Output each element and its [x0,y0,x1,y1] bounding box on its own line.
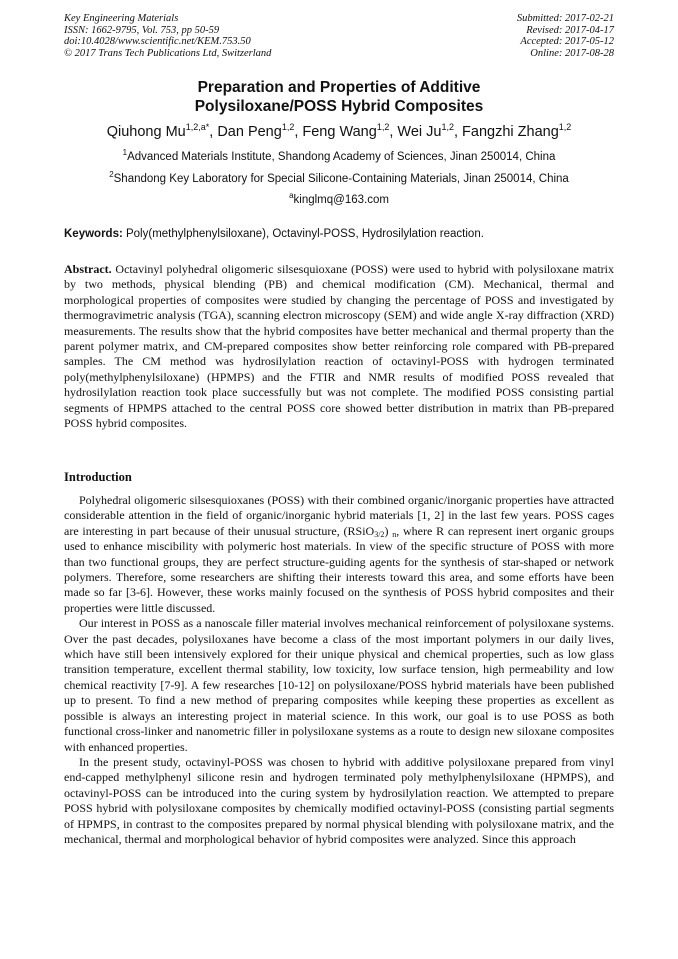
online-date: Online: 2017-08-28 [530,47,614,59]
affiliation-mark: 2 [109,170,114,179]
author-separator: , [453,124,463,140]
author-separator: , [294,124,303,140]
affiliation-text: Advanced Materials Institute, Shandong Academy of Sciences, Jinan 250014, China [127,151,556,163]
author-name: Wei Ju [397,124,442,140]
author-name: Dan Peng [217,124,282,140]
formula-subscript: 3/2 [374,529,385,539]
abstract-text: Octavinyl polyhedral oligomeric silsesquioxane (POSS) were used to hybrid with polysiloxane matrix by two methods, physical blending (PB) and chemical modification (CM). Mechanical, thermal and morphological properties of composites were studied by changing the percentage of POSS and investigated by thermogravimetric analysis (TGA), scanning electron microscopy (SEM) and wide angle X-ray diffraction (XRD) measurements. The results show that the hybrid composites have better mechanical and thermal property than the parent polymer matrix, and CM-prepared composites show better reinforcing role compared with PB-prepared samples. The CM method was hydrosilylation reaction of octavinyl-POSS with hydrogen terminated poly(methylphenylsiloxane) (HPMPS) and the FTIR and NMR results of modified POSS revealed that hydrosilylation reaction took place successfully but was not complete. The modified POSS consisting partial segments of HPMPS attached to the central POSS core showed better distribution in matrix than PB-prepared POSS hybrid composites. [64,262,614,431]
author-list [64,122,614,142]
author-separator: , [209,124,218,140]
introduction-body [64,493,614,847]
author-affiliation-mark: 1,2 [441,122,454,132]
paragraph-text: , where R can represent inert organic groups used to enhance miscibility with polymeric host materials. In view of the specific structure of POSS with more than two functional groups, they are perfect structure-guiding agents for the synthesis of star-shaped or network polymers. Therefore, some researchers are shifting their interests toward this area, and some efforts have been made so far [3-6]. However, these works mainly focused on the synthesis of POSS hybrid composites and their properties were little discussed. [64,523,614,615]
publication-dates [517,13,614,59]
submitted-date: Submitted: 2017-02-21 [516,13,614,24]
paper-title [64,78,614,116]
affiliation-mark: 1 [122,148,128,157]
paragraph-3: In the present study, octavinyl-POSS was chosen to hybrid with additive polysiloxane prepared from vinyl end-capped methylphenyl silicone resin and hydrogen terminated poly methylphenylsiloxane (HPMPS), and octavinyl-POSS can be introduced into the curing system by hydrosilylation reaction. We attempted to prepare POSS hybrid with polysiloxane composites by chemically modified octavinyl-POSS (consisting partial segments of HPMPS, in contrast to the composites prepared by normal physical blending with polysiloxane matrix, and the mechanical, thermal and morphological behavior of hybrid composites were analyzed. Since this approach [64,754,614,846]
copyright-line: © 2017 Trans Tech Publications Ltd, Switzerland [64,47,272,59]
keywords [64,227,614,241]
accepted-date: Accepted: 2017-05-12 [520,36,614,48]
doi-line: doi:10.4028/www.scientific.net/KEM.753.50 [64,36,251,48]
author-affiliation-mark: 1,2,a* [185,122,210,132]
formula-paren: ) [384,523,389,538]
keywords-text: Poly(methylphenylsiloxane), Octavinyl-POSS, Hydrosilylation reaction. [122,228,484,240]
email-text: kinglmq@163.com [293,194,389,206]
section-heading-introduction: Introduction [64,470,132,484]
author-affiliation-mark: 1,2 [376,122,390,132]
affiliation-2 [64,172,614,186]
paragraph-1 [64,493,614,616]
formula-subscript: n [392,529,397,539]
author-affiliation-mark: 1,2 [281,122,295,132]
abstract [64,262,614,431]
title-line-1: Preparation and Properties of Additive [197,79,481,96]
paragraph-text: Polyhedral oligomeric silsesquioxanes (POSS) with their combined organic/inorganic properties have attracted considerable attention in the field of organic/inorganic hybrid materials [1, 2] in the last few years. POSS cages are interesting in part because of their unusual structure, (RSiO [64,493,614,538]
issn-line: ISSN: 1662-9795, Vol. 753, pp 50-59 [64,24,220,36]
author-separator: , [389,124,398,140]
author-name: Feng Wang [302,124,377,140]
email-mark: a [289,191,294,200]
author-name: Fangzhi Zhang [462,124,559,140]
author-name: Qiuhong Mu [106,124,186,140]
journal-name: Key Engineering Materials [64,13,179,24]
keywords-label: Keywords: [64,228,123,240]
author-affiliation-mark: 1,2 [558,122,572,132]
abstract-label: Abstract. [64,262,112,276]
revised-date: Revised: 2017-04-17 [526,24,614,36]
affiliation-text: Shandong Key Laboratory for Special Silicone-Containing Materials, Jinan 250014, China [113,173,569,185]
affiliation-1 [64,150,614,164]
journal-info [64,13,271,59]
title-line-2: Polysiloxane/POSS Hybrid Composites [194,98,484,115]
paragraph-2: Our interest in POSS as a nanoscale filler material involves mechanical reinforcement of polysiloxane systems. Over the past decades, polysiloxanes have become a class of the most important polymers in our daily lives, which have still been intensively explored for their unique physical and chemical properties, such as low glass transition temperature, excellent thermal stability, low toxicity, low surface tension, high permeability and low chemical reactivity [7-9]. A few researches [10-12] on polysiloxane/POSS hybrid materials have been published up to present. To find a new method of preparing composites while keeping these properties as excellent as possible is always an interesting project in material science. In this work, our goal is to use POSS as both functional cross-linker and nanometric filler in polysiloxane systems as a route to design new siloxane composites with enhanced properties. [64,616,614,754]
corresponding-email [64,193,614,207]
